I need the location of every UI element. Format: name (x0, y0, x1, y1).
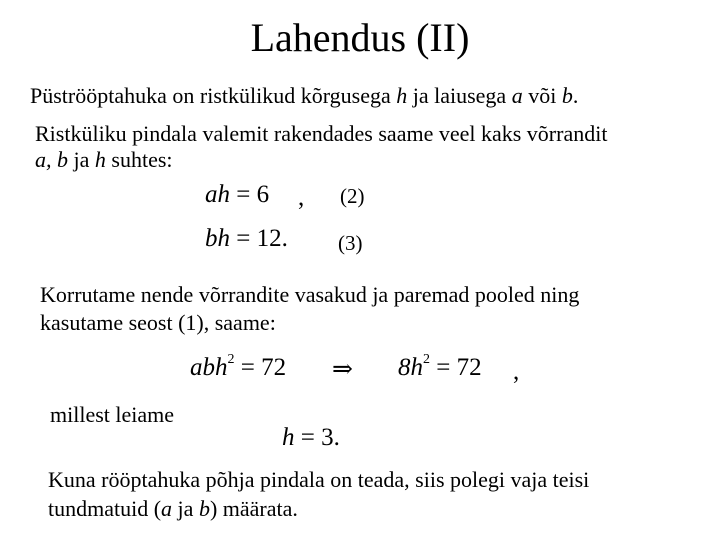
eq3-rhs: = 12. (230, 225, 288, 252)
slide-title: Lahendus (II) (250, 15, 470, 60)
eq4-lhs2: 8h (398, 354, 423, 381)
eq4-separator: , (513, 358, 520, 385)
area-text-1: ja (68, 147, 95, 172)
equation-2 (205, 181, 269, 209)
eq2-lhs: ah (205, 181, 230, 208)
implies-arrow-icon: ⇒ (332, 356, 353, 383)
paragraph-intro (30, 84, 578, 108)
eq4-rhs: = 72 (234, 354, 287, 381)
equation-4-left (190, 354, 286, 382)
paragraph-find: millest leiame (50, 402, 175, 427)
paragraph-conclusion-line2 (48, 497, 298, 521)
paragraph-multiply-line2: kasutame seost (1), saame: (40, 310, 276, 335)
var-b2: b (198, 496, 210, 521)
paragraph-conclusion-line1: Kuna rööptahuka põhja pindala on teada, siis polegi vaja teisi (48, 467, 590, 492)
area-text-2: suhtes: (105, 147, 173, 172)
conclusion-text-3: ) määrata. (209, 496, 298, 521)
eq4-lhs: abh (190, 354, 228, 381)
var-a2: a (161, 496, 173, 521)
intro-text-4: . (572, 83, 579, 108)
intro-text-3: või (522, 83, 562, 108)
paragraph-area-line2 (35, 148, 173, 172)
var-b: b (561, 83, 573, 108)
var-h: h (396, 83, 408, 108)
equation-3 (205, 225, 288, 253)
var-a: a (511, 83, 523, 108)
intro-text-1: Püströöptahuka on ristkülikud kõrgusega (30, 83, 397, 108)
eq3-label: (3) (338, 231, 363, 255)
conclusion-text-2: ja (172, 496, 199, 521)
paragraph-area-line1: Ristküliku pindala valemit rakendades saame veel kaks võrrandit (35, 121, 608, 146)
eq2-label: (2) (340, 184, 365, 208)
eq3-lhs: bh (205, 225, 230, 252)
eq4-exponent: 2 (227, 352, 235, 367)
intro-text-2: ja laiusega (407, 83, 512, 108)
eq2-separator: , (298, 184, 305, 211)
eq2-rhs: = 6 (230, 181, 270, 208)
eq4-exponent2: 2 (423, 352, 430, 367)
eq5-lhs: h (282, 424, 295, 451)
conclusion-text-1: tundmatuid ( (48, 496, 162, 521)
equation-4-right (398, 354, 482, 382)
paragraph-multiply-line1: Korrutame nende võrrandite vasakud ja paremad pooled ning (40, 282, 580, 307)
equation-5 (282, 424, 340, 452)
var-h2: h (94, 147, 106, 172)
eq4-rhs2: = 72 (430, 354, 482, 381)
eq5-rhs: = 3. (294, 424, 340, 451)
vars-ab: a, b (35, 147, 68, 172)
